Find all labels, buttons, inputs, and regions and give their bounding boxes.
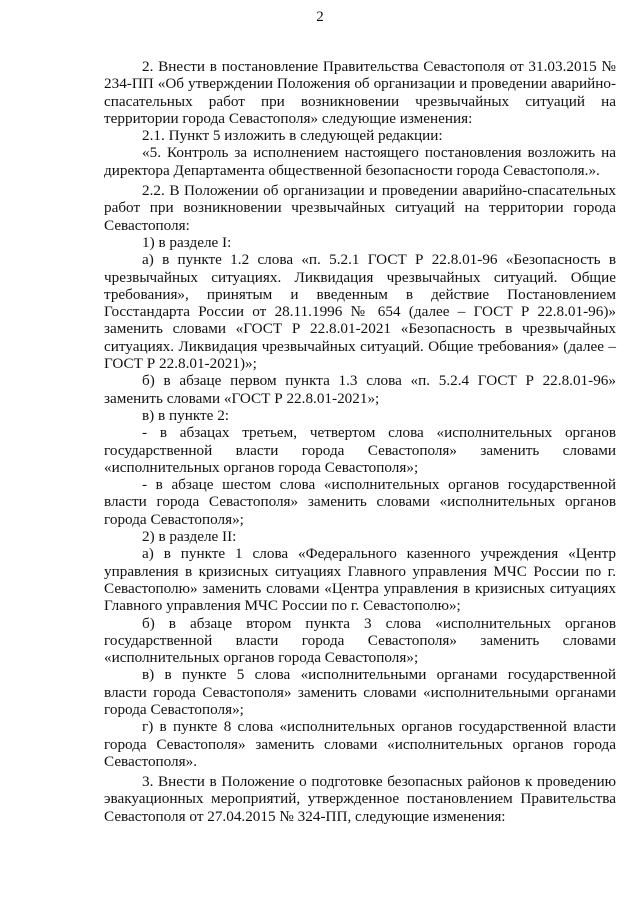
page-number: 2 (316, 9, 324, 25)
paragraph-item-v: в) в пункте 2: (142, 406, 230, 424)
paragraph-dash-1: - в абзацах третьем, четвертом слова «исполнительных органов государственной власти города Севастополя» заменить словами «исполнительных органов города Севастополя»; (104, 424, 616, 476)
paragraph-control: «5. Контроль за исполнением настоящего постановления возложить на директора Департамента общественной безопасности города Севастополя.». (104, 144, 616, 179)
document-body (104, 58, 616, 825)
paragraph-item-b: б) в абзаце первом пункта 1.3 слова «п. 5.2.4 ГОСТ Р 22.8.01-96» заменить словами «ГОСТ Р 22.8.01-2021»; (104, 372, 616, 407)
paragraph-s2-item-a: а) в пункте 1 слова «Федерального казенного учреждения «Центр управления в кризисных ситуациях Главного управления МЧС России по г. Севастополю» заменить словами «Центра управления в кризисных ситуациях Главного управления МЧС России по г. Севастополю»; (104, 545, 616, 615)
paragraph-dash-2: - в абзаце шестом слова «исполнительных органов государственной власти города Севастополя» заменить словами «исполнительных органов города Севастополя»; (104, 476, 616, 528)
paragraph-section-1: 1) в разделе I: (142, 233, 232, 251)
paragraph-s2-item-v: в) в пункте 5 слова «исполнительными органами государственной власти города Севастополя» заменить словами «исполнительными органами города Севастополя»; (104, 666, 616, 718)
paragraph-amend-324pp: 3. Внести в Положение о подготовке безопасных районов к проведению эвакуационных мероприятий, утвержденное постановлением Правительства Севастополя от 27.04.2015 № 324-ПП, следующие изменения: (104, 773, 616, 825)
paragraph-2-2: 2.2. В Положении об организации и проведении аварийно-спасательных работ при возникновении чрезвычайных ситуаций на территории города Севастополя: (104, 182, 616, 234)
paragraph-s2-item-g: г) в пункте 8 слова «исполнительных органов государственной власти города Севастополя» заменить словами «исполнительных органов города Севастополя». (104, 718, 616, 770)
paragraph-amend-234pp: 2. Внести в постановление Правительства Севастополя от 31.03.2015 № 234-ПП «Об утверждении Положения об организации и проведении аварийно-спасательных работ при возникновении чрезвычайных ситуаций на территории города Севастополя» следующие изменения: (104, 58, 616, 127)
paragraph-2-1: 2.1. Пункт 5 изложить в следующей редакции: (142, 127, 443, 145)
paragraph-s2-item-b: б) в абзаце втором пункта 3 слова «исполнительных органов государственной власти города Севастополя» заменить словами «исполнительных органов города Севастополя»; (104, 614, 616, 667)
paragraph-item-a: а) в пункте 1.2 слова «п. 5.2.1 ГОСТ Р 22.8.01-96 «Безопасность в чрезвычайных ситуациях. Ликвидация чрезвычайных ситуаций. Общие требования», принятым и введенным в действие Постановлением Госстандарта России от 28.11.1996 № 654 (далее – ГОСТ Р 22.8.01-96)» заменить словами «ГОСТ Р 22.8.01-2021 «Безопасность в чрезвычайных ситуациях. Ликвидация чрезвычайных ситуаций. Общие требования» (далее – ГОСТ Р 22.8.01-2021)»; (104, 251, 616, 373)
paragraph-section-2: 2) в разделе II: (142, 528, 237, 546)
